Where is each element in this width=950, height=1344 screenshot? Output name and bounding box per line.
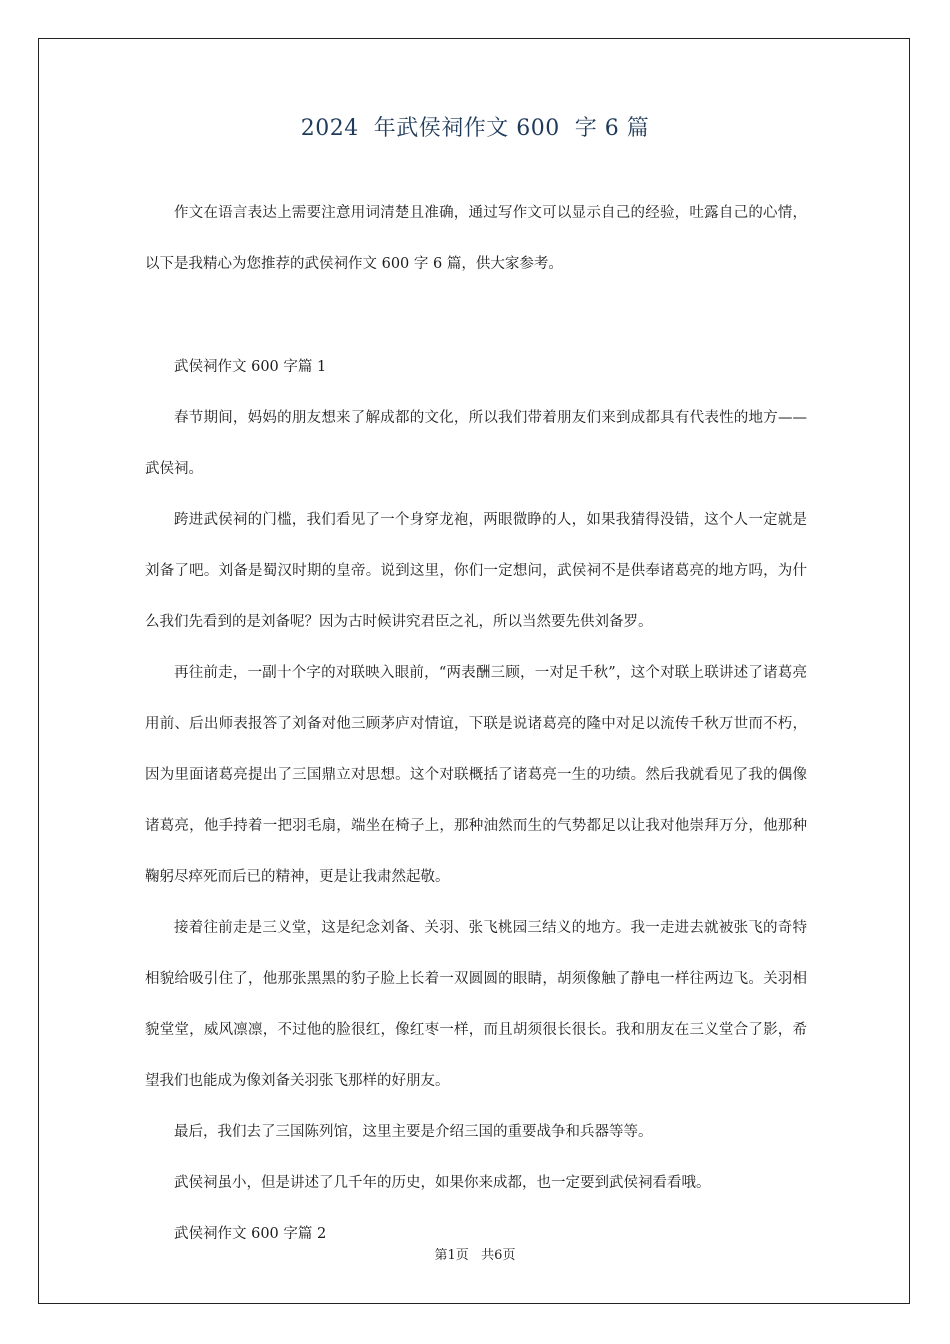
paragraph-1-1: 春节期间，妈妈的朋友想来了解成都的文化，所以我们带着朋友们来到成都具有代表性的地方——武侯祠。 [145,410,807,477]
paragraph-1-3: 再往前走，一副十个字的对联映入眼前，“两表酬三顾，一对足千秋”，这个对联上联讲述了诸葛亮用前、后出师表报答了刘备对他三顾茅庐对情谊，下联是说诸葛亮的隆中对足以流传千秋万世而不朽，因为里面诸葛亮提出了三国鼎立对思想。这个对联概括了诸葛亮一生的功绩。然后我就看见了我的偶像诸葛亮，他手持着一把羽毛扇，端坐在椅子上，那种油然而生的气势都足以让我对他崇拜万分，他那种鞠躬尽瘁死而后已的精神，更是让我肃然起敬。 [145,665,807,885]
section-spacer [145,290,807,342]
paragraph-1-6: 武侯祠虽小，但是讲述了几千年的历史，如果你来成都，也一定要到武侯祠看看哦。 [174,1175,711,1191]
section-heading-2: 武侯祠作文 600 字篇 2 [174,1226,327,1242]
document-title: 2024 年武侯祠作文 600 字 6 篇 [300,116,650,141]
document-body [145,188,807,1260]
paragraph-1-2: 跨进武侯祠的门槛，我们看见了一个身穿龙袍，两眼微睁的人，如果我猜得没错，这个人一定就是刘备了吧。刘备是蜀汉时期的皇帝。说到这里，你们一定想问，武侯祠不是供奉诸葛亮的地方吗，为什么我们先看到的是刘备呢？因为古时候讲究君臣之礼，所以当然要先供刘备罗。 [145,512,807,630]
paragraph-1-4: 接着往前走是三义堂，这是纪念刘备、关羽、张飞桃园三结义的地方。我一走进去就被张飞的奇特相貌给吸引住了，他那张黑黑的豹子脸上长着一双圆圆的眼睛，胡须像触了静电一样往两边飞。关羽相貌堂堂，威风凛凛，不过他的脸很红，像红枣一样，而且胡须很长很长。我和朋友在三义堂合了影，希望我们也能成为像刘备关羽张飞那样的好朋友。 [145,920,807,1089]
section-heading-1: 武侯祠作文 600 字篇 1 [174,359,327,375]
page-footer: 第1页 共6页 [434,1248,516,1263]
intro-paragraph: 作文在语言表达上需要注意用词清楚且准确，通过写作文可以显示自己的经验，吐露自己的心情，以下是我精心为您推荐的武侯祠作文 600 字 6 篇，供大家参考。 [145,205,807,272]
paragraph-1-5: 最后，我们去了三国陈列馆，这里主要是介绍三国的重要战争和兵器等等。 [174,1124,653,1140]
